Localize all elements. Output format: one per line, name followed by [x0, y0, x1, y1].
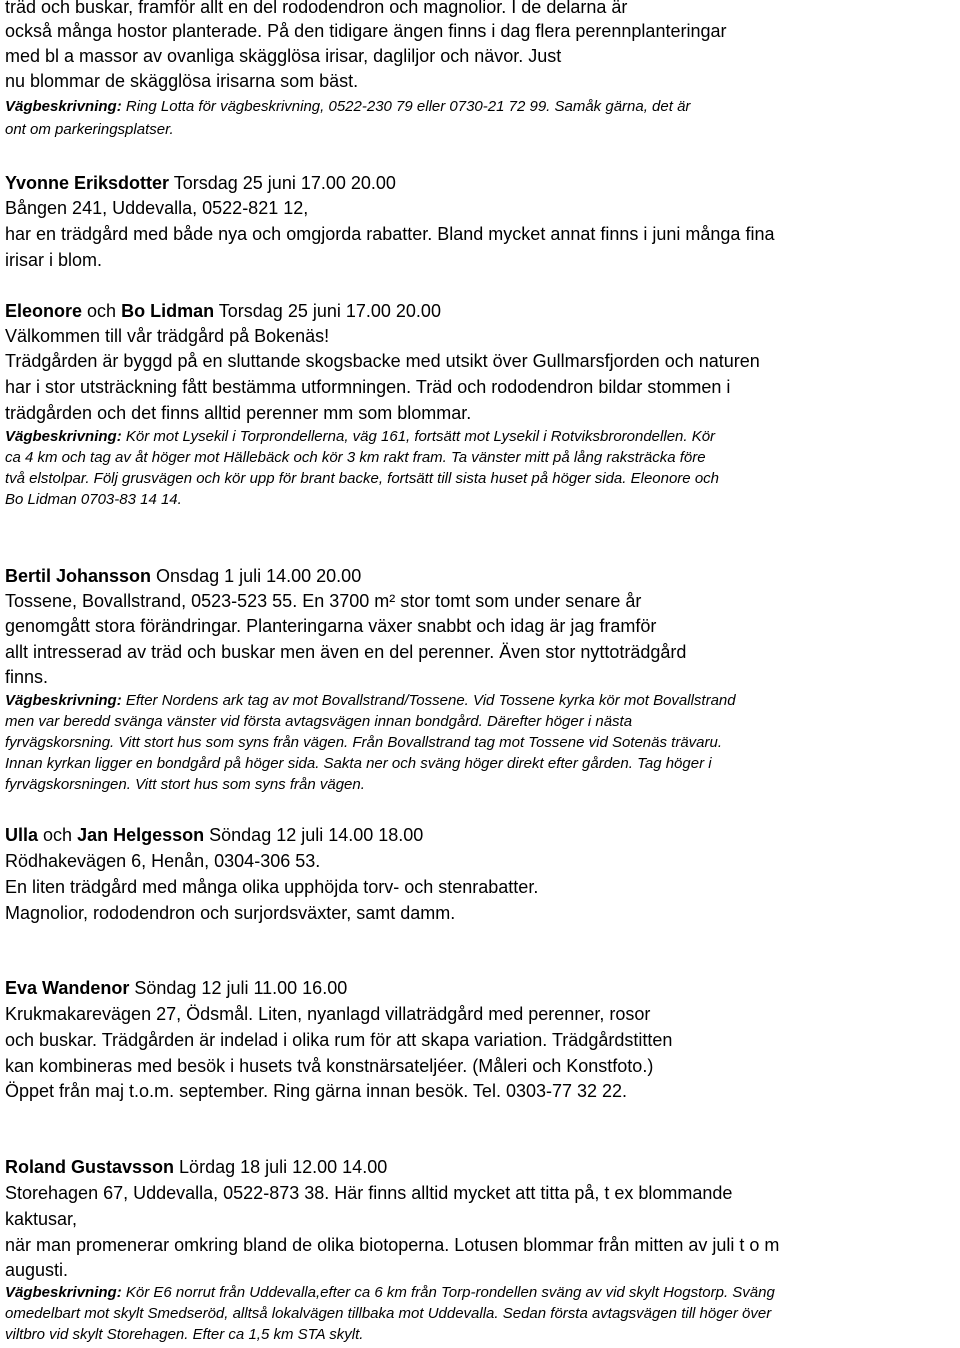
directions-line: fyrvägskorsningen. Vitt stort hus som syns från vägen.: [5, 776, 365, 793]
directions-line: men var beredd svänga vänster vid första avtagsvägen innan bondgård. Därefter höger i nästa: [5, 713, 633, 730]
host-name: Jan Helgesson: [77, 825, 205, 845]
garden-heading: [5, 172, 396, 194]
body-line: Tossene, Bovallstrand, 0523-523 55. En 3700 m² stor tomt som under senare år: [5, 591, 642, 611]
visit-date: Torsdag 25 juni 17.00 20.00: [173, 173, 396, 193]
visit-date: Onsdag 1 juli 14.00 20.00: [156, 566, 362, 586]
body-line: när man promenerar omkring bland de olika biotoperna. Lotusen blommar från mitten av juli t o m: [5, 1235, 780, 1255]
body-line: kaktusar,: [5, 1209, 78, 1229]
directions-text: Kör mot Lysekil i Torprondellerna, väg 161, fortsätt mot Lysekil i Rotviksbrorondellen. Kör: [125, 428, 716, 445]
host-name: Eleonore: [5, 301, 83, 321]
body-line: Välkommen till vår trädgård på Bokenäs!: [5, 326, 330, 346]
visit-date: Söndag 12 juli 11.00 16.00: [134, 978, 348, 998]
directions-line: ca 4 km och tag av åt höger mot Hällebäck och kör 3 km rakt fram. Ta vänster mitt på lång raksträcka före: [5, 449, 706, 466]
garden-heading: [5, 300, 441, 322]
body-line: irisar i blom.: [5, 250, 103, 270]
body-line: nu blommar de skägglösa irisarna som bäst.: [5, 71, 359, 91]
host-name: Yvonne Eriksdotter: [5, 173, 170, 193]
body-line: träd och buskar, framför allt en del rododendron och magnolior. I de delarna är: [5, 0, 628, 17]
body-line: Rödhakevägen 6, Henån, 0304-306 53.: [5, 851, 321, 871]
conjunction: och: [87, 301, 117, 321]
body-line: har en trädgård med både nya och omgjorda rabatter. Bland mycket annat finns i juni många fina: [5, 224, 775, 244]
body-line: augusti.: [5, 1260, 69, 1280]
directions-line: två elstolpar. Följ grusvägen och kör upp för brant backe, fortsätt till sista huset på höger sida. Eleonore och: [5, 470, 720, 487]
body-line: Storehagen 67, Uddevalla, 0522-873 38. Här finns alltid mycket att titta på, t ex blommande: [5, 1183, 733, 1203]
body-line: Bången 241, Uddevalla, 0522-821 12,: [5, 198, 309, 218]
host-name: Roland Gustavsson: [5, 1157, 175, 1177]
directions-label: Vägbeskrivning:: [5, 1284, 122, 1301]
directions-label: Vägbeskrivning:: [5, 692, 122, 709]
body-line: med bl a massor av ovanliga skägglösa irisar, dagliljor och nävor. Just: [5, 46, 562, 66]
body-line: Magnolior, rododendron och surjordsväxter, samt damm.: [5, 903, 456, 923]
body-line: finns.: [5, 667, 49, 687]
body-line: Krukmakarevägen 27, Ödsmål. Liten, nyanlagd villaträdgård med perenner, rosor: [5, 1004, 651, 1024]
body-line: En liten trädgård med många olika upphöjda torv- och stenrabatter.: [5, 877, 539, 897]
body-line: trädgården och det finns alltid perenner mm som blommar.: [5, 403, 472, 423]
body-line: Trädgården är byggd på en sluttande skogsbacke med utsikt över Gullmarsfjorden och naturen: [5, 351, 760, 371]
host-name: Bertil Johansson: [5, 566, 152, 586]
host-name: Ulla: [5, 825, 39, 845]
directions-text: Kör E6 norrut från Uddevalla,efter ca 6 km från Torp-rondellen sväng av vid skylt Hogstorp. Sväng: [125, 1284, 775, 1301]
garden-heading: [5, 824, 423, 846]
garden-heading: [5, 565, 361, 587]
directions-line: fyrvägskorsning. Vitt stort hus som syns från vägen. Från Bovallstrand tag mot Tossene vid Sotenäs trävaru.: [5, 734, 723, 751]
directions-line: omedelbart mot skylt Smedseröd, alltså lokalvägen tillbaka mot Uddevalla. Sedan första avtagsvägen till höger över: [5, 1305, 772, 1322]
host-name: Bo Lidman: [121, 301, 215, 321]
visit-date: Lördag 18 juli 12.00 14.00: [179, 1157, 388, 1177]
directions-line: [5, 97, 690, 117]
body-line: Öppet från maj t.o.m. september. Ring gärna innan besök. Tel. 0303-77 32 22.: [5, 1081, 628, 1101]
directions-line: viltbro vid skylt Storehagen. Efter ca 1,5 km STA skylt.: [5, 1326, 364, 1343]
directions-text: Efter Nordens ark tag av mot Bovallstrand/Tossene. Vid Tossene kyrka kör mot Bovallstrand: [125, 692, 736, 709]
host-name: Eva Wandenor: [5, 978, 130, 998]
body-line: genomgått stora förändringar. Planteringarna växer snabbt och idag är jag framför: [5, 616, 657, 636]
directions-label: Vägbeskrivning:: [5, 428, 122, 445]
body-line: och buskar. Trädgården är indelad i olika rum för att skapa variation. Trädgårdstitten: [5, 1030, 673, 1050]
body-line: kan kombineras med besök i husets två konstnärsateljéer. (Måleri och Konstfoto.): [5, 1056, 654, 1076]
directions-text: Ring Lotta för vägbeskrivning, 0522-230 79 eller 0730-21 72 99. Samåk gärna, det är: [125, 98, 691, 115]
body-line: har i stor utsträckning fått bestämma utformningen. Träd och rododendron bildar stommen i: [5, 377, 731, 397]
directions-line: Innan kyrkan ligger en bondgård på höger sida. Sakta ner och sväng höger direkt efter gården. Tag höger i: [5, 755, 712, 772]
directions-line: [5, 691, 736, 711]
garden-heading: [5, 977, 347, 999]
visit-date: Söndag 12 juli 14.00 18.00: [209, 825, 424, 845]
conjunction: och: [43, 825, 73, 845]
directions-label: Vägbeskrivning:: [5, 98, 122, 115]
body-line: allt intresserad av träd och buskar men även en del perenner. Även stor nyttoträdgård: [5, 642, 687, 662]
directions-line: ont om parkeringsplatser.: [5, 121, 174, 138]
directions-line: Bo Lidman 0703-83 14 14.: [5, 491, 182, 508]
body-line: också många hostor planterade. På den tidigare ängen finns i dag flera perennplanteringar: [5, 21, 727, 41]
garden-heading: [5, 1156, 387, 1178]
directions-line: [5, 1283, 775, 1303]
directions-line: [5, 427, 715, 447]
visit-date: Torsdag 25 juni 17.00 20.00: [218, 301, 441, 321]
